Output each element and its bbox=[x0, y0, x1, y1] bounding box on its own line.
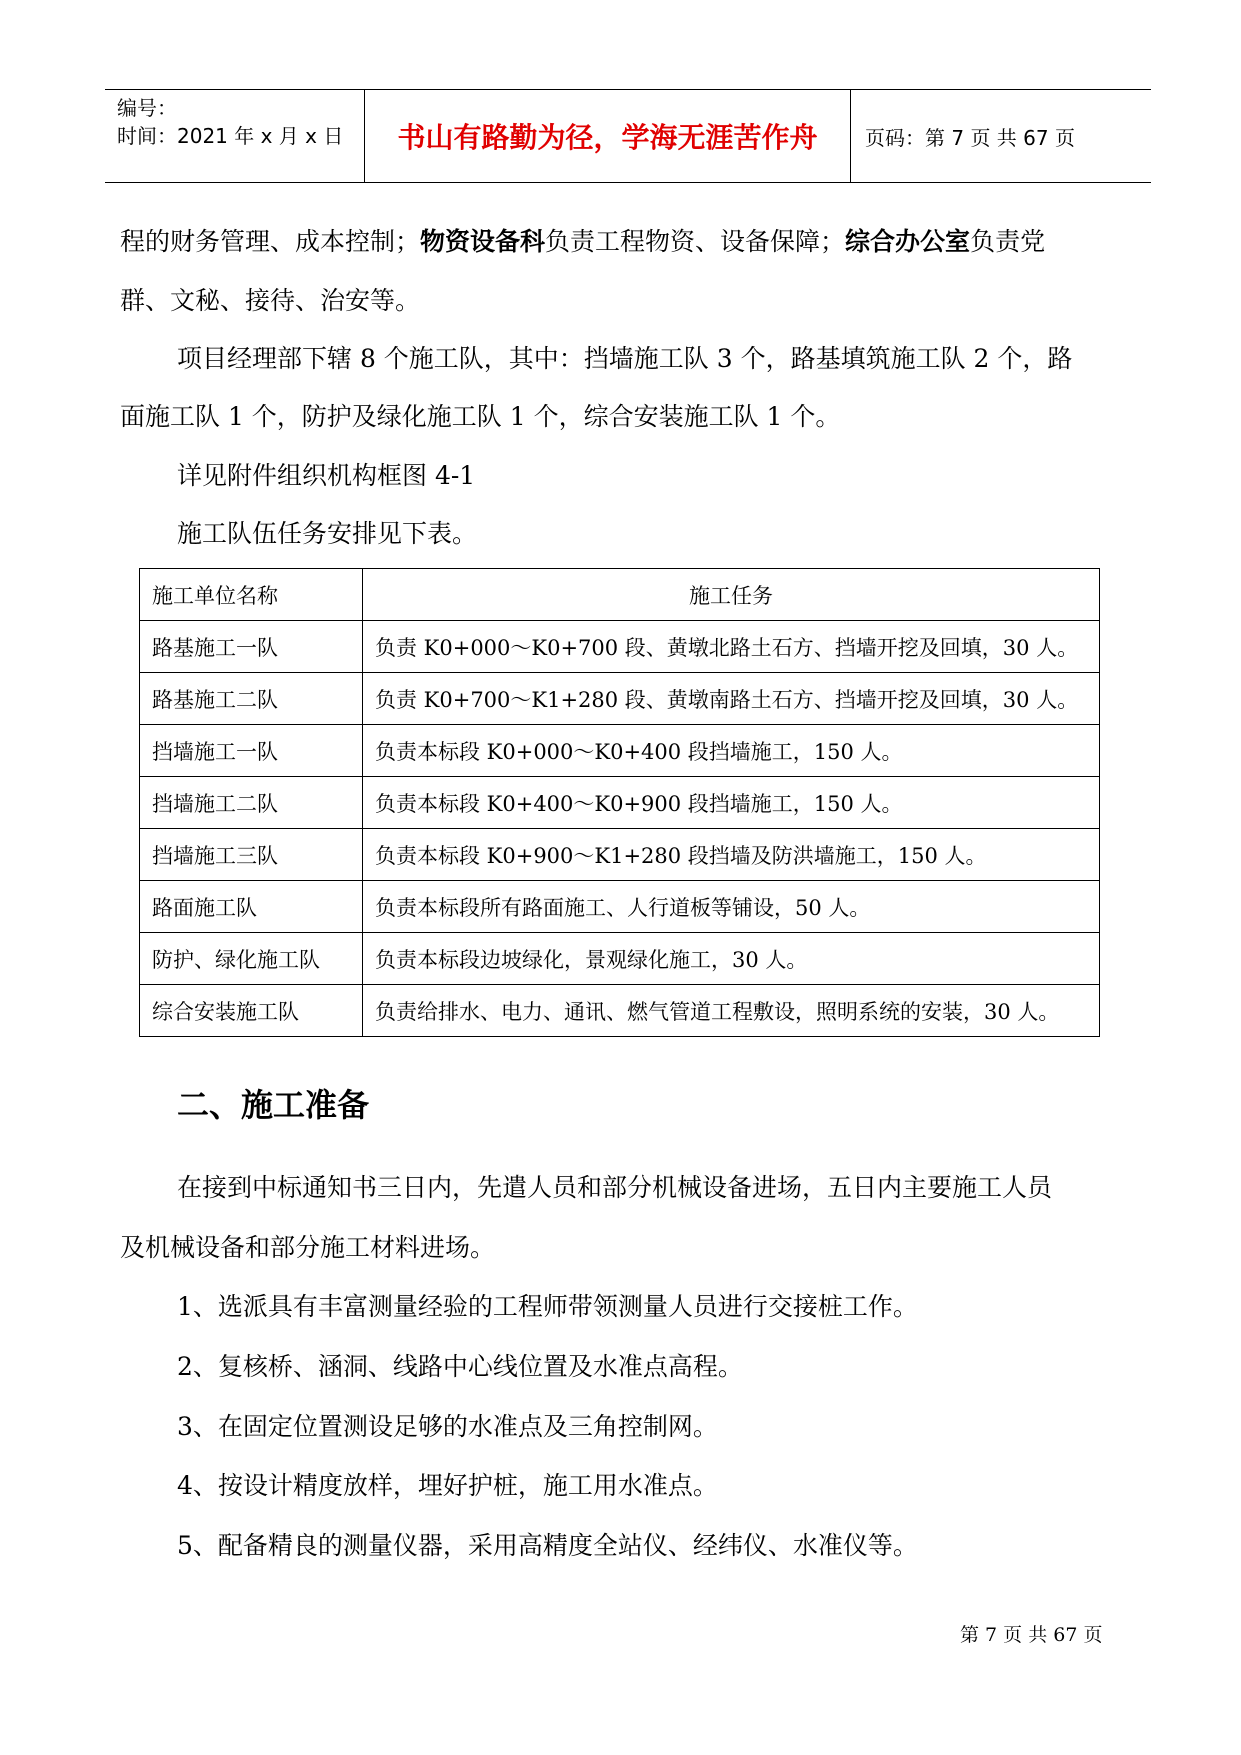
unit-cell: 路基施工一队 bbox=[140, 621, 363, 673]
header-task: 施工任务 bbox=[363, 569, 1100, 621]
header-unit: 施工单位名称 bbox=[140, 569, 363, 621]
task-table bbox=[139, 568, 1100, 1037]
paragraph-2-line-1: 项目经理部下辖 8 个施工队，其中：挡墙施工队 3 个，路基填筑施工队 2 个，路 bbox=[177, 344, 1073, 373]
unit-cell: 路面施工队 bbox=[140, 881, 363, 933]
page-footer: 第 7 页 共 67 页 bbox=[960, 1624, 1103, 1646]
unit-cell: 挡墙施工一队 bbox=[140, 725, 363, 777]
p1-bold-materials: 物资设备科 bbox=[420, 227, 546, 256]
prep-item-2: 2、复核桥、涵洞、线路中心线位置及水准点高程。 bbox=[177, 1352, 743, 1381]
table-row bbox=[140, 673, 1100, 725]
task-cell: 负责 K0+700～K1+280 段、黄墩南路土石方、挡墙开挖及回填，30 人。 bbox=[363, 673, 1100, 725]
paragraph-3: 详见附件组织机构框图 4-1 bbox=[177, 461, 476, 490]
table-row bbox=[140, 621, 1100, 673]
time-label: 时间：2021 年 x 月 x 日 bbox=[117, 124, 344, 148]
prep-intro-line-2: 及机械设备和部分施工材料进场。 bbox=[120, 1233, 496, 1262]
task-cell: 负责本标段 K0+900～K1+280 段挡墙及防洪墙施工，150 人。 bbox=[363, 829, 1100, 881]
prep-intro-line-1: 在接到中标通知书三日内，先遣人员和部分机械设备进场，五日内主要施工人员 bbox=[177, 1173, 1053, 1202]
task-cell: 负责给排水、电力、通讯、燃气管道工程敷设，照明系统的安装，30 人。 bbox=[363, 985, 1100, 1037]
number-label: 编号： bbox=[117, 96, 177, 120]
p1-text-a: 程的财务管理、成本控制； bbox=[120, 227, 421, 256]
p1-text-c: 负责工程物资、设备保障； bbox=[545, 227, 846, 256]
table-row bbox=[140, 725, 1100, 777]
table-row bbox=[140, 829, 1100, 881]
paragraph-1-line-1 bbox=[120, 227, 1120, 257]
header-motto: 书山有路勤为径，学海无涯苦作舟 bbox=[365, 90, 851, 182]
header-page-code: 页码：第 7 页 共 67 页 bbox=[865, 125, 1075, 150]
task-cell: 负责本标段 K0+400～K0+900 段挡墙施工，150 人。 bbox=[363, 777, 1100, 829]
table-row bbox=[140, 985, 1100, 1037]
table-header-row bbox=[140, 569, 1100, 621]
table-row bbox=[140, 933, 1100, 985]
p1-text-e: 负责党 bbox=[970, 227, 1046, 256]
p1-bold-office: 综合办公室 bbox=[845, 227, 971, 256]
page-header bbox=[105, 89, 1151, 183]
header-meta bbox=[105, 90, 365, 182]
unit-cell: 路基施工二队 bbox=[140, 673, 363, 725]
paragraph-4: 施工队伍任务安排见下表。 bbox=[177, 519, 478, 548]
task-cell: 负责本标段所有路面施工、人行道板等铺设，50 人。 bbox=[363, 881, 1100, 933]
prep-item-5: 5、配备精良的测量仪器，采用高精度全站仪、经纬仪、水准仪等。 bbox=[177, 1531, 918, 1560]
unit-cell: 综合安装施工队 bbox=[140, 985, 363, 1037]
unit-cell: 防护、绿化施工队 bbox=[140, 933, 363, 985]
paragraph-2-line-2: 面施工队 1 个，防护及绿化施工队 1 个，综合安装施工队 1 个。 bbox=[120, 402, 841, 431]
table-row bbox=[140, 777, 1100, 829]
section-title: 二、施工准备 bbox=[177, 1086, 370, 1124]
unit-cell: 挡墙施工二队 bbox=[140, 777, 363, 829]
prep-item-3: 3、在固定位置测设足够的水准点及三角控制网。 bbox=[177, 1412, 718, 1441]
task-cell: 负责本标段 K0+000～K0+400 段挡墙施工，150 人。 bbox=[363, 725, 1100, 777]
task-cell: 负责本标段边坡绿化，景观绿化施工，30 人。 bbox=[363, 933, 1100, 985]
prep-item-4: 4、按设计精度放样，埋好护桩，施工用水准点。 bbox=[177, 1471, 718, 1500]
prep-item-1: 1、选派具有丰富测量经验的工程师带领测量人员进行交接桩工作。 bbox=[177, 1292, 918, 1321]
paragraph-1-line-2: 群、文秘、接待、治安等。 bbox=[120, 286, 421, 315]
task-cell: 负责 K0+000～K0+700 段、黄墩北路土石方、挡墙开挖及回填，30 人。 bbox=[363, 621, 1100, 673]
table-row bbox=[140, 881, 1100, 933]
unit-cell: 挡墙施工三队 bbox=[140, 829, 363, 881]
